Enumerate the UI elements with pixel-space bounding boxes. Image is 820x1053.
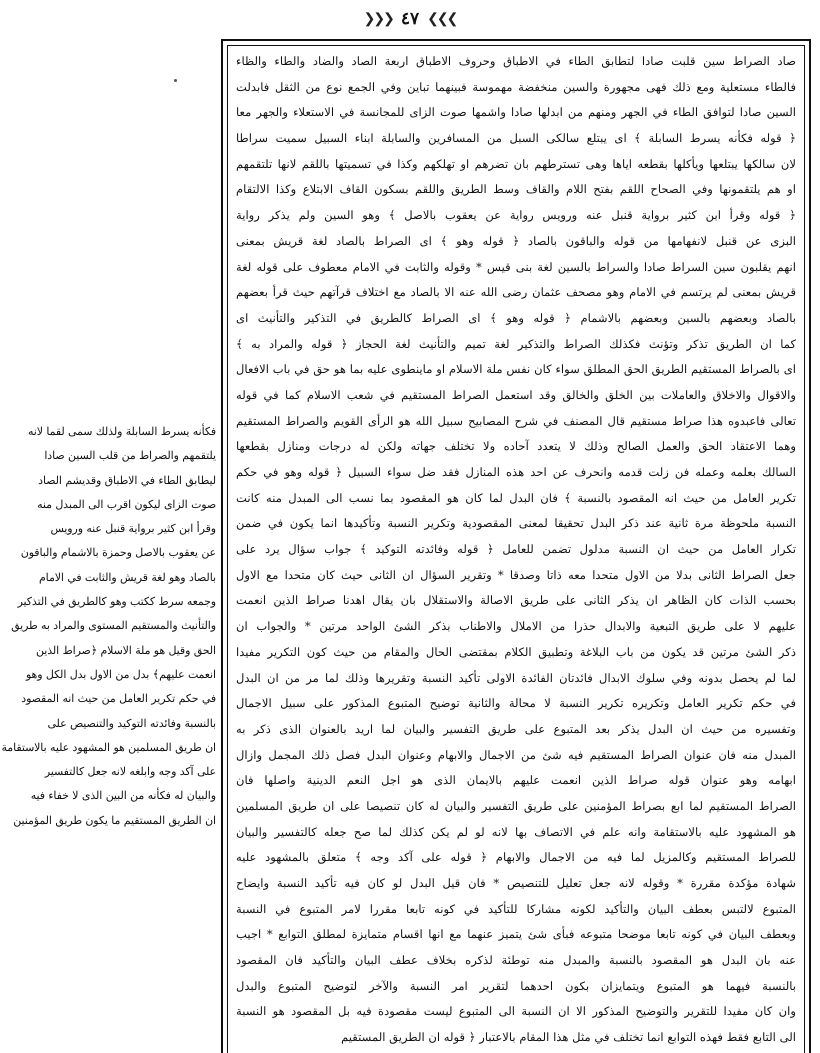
text-line: فالطاء مستعلية ومع ذلك فهى مجهورة والسين منخفضة مهموسة فبينهما تباين وفي الجمع نوع من الثقل فابدلت (236, 79, 796, 94)
text-line: للصراط المستقيم وكالمزيل لما فيه من الاجمال والابهام ﴿ قوله على آكد وجه ﴾ متعلق بالمشهود عليه (236, 850, 796, 865)
margin-line: والبيان له فكأنه من البين الذى لا خفاء فيه (30, 789, 216, 803)
margin-commentary (1, 420, 216, 827)
text-line: تكرير العامل من حيث انه المقصود بالنسبة ﴾ فان البدل لما كان هو المقصود بما نسب الى المبدل منه كانت (236, 490, 796, 505)
text-line: لما لم يحصل بدونه وفي سلوك الابدال فائدتان الفائدة الاولى تأكيد النسبة وتقريرها وذلك لما مر من ان البدل (236, 670, 796, 685)
text-line: في حكم تكرير العامل وتكريره تكرير النسبة لا محالة والثانية توضيح المتبوع المذكور على سبيل الاجمال (236, 696, 796, 711)
margin-line: فكأنه يسرط السابلة ولذلك سمى لقما لانه (27, 425, 216, 438)
text-line: والاقوال والاخلاق والعاملات بين الخلق والخالق وقد استعمل الصراط المستقيم في شعب الاسلام كما في قوله (236, 387, 796, 402)
page-number: ٤٧ (400, 9, 420, 29)
margin-line: صوت الزاى ليكون اقرب الى المبدل منه (37, 497, 216, 511)
text-line: شهادة مؤكدة مقررة * وقوله لانه جعل تعليل للتنصيص * فان قيل البدل لو كان فيه تأكيد النسبة وايضاح (236, 876, 796, 890)
text-line: النسبة ملحوظة مرة ثانية عند ذكر البدل تحقيقا لمعنى المقصودية وتكرير النسبة وتأكيدها انما يكون في ضمن (236, 516, 796, 531)
margin-line: ان طريق المسلمين هو المشهود عليه بالاستقامة (1, 740, 216, 754)
text-line: او هم يلتقمونها وفي الصحاح اللقم بفتح اللام والقاف وسط الطريق واللقم بسكون القاف الابتلاع وكذا الالتقام (236, 182, 796, 197)
margin-line: على آكد وجه وابلغه لانه جعل كالتفسير (44, 765, 216, 779)
margin-line: عن يعقوب بالاصل وحمزة بالاشمام والباقون (20, 546, 216, 560)
text-line: المتبوع لالتبس بعطف البيان والتأكيد لكونه مشاركا للتأكيد في كونه تابعا مقررا لامر المتبوع في النسبة (236, 901, 796, 916)
text-line: وهما الاعتقاد الحق والعمل الصالح وذلك لا يتعدد آحاده ولا تختلف جهاته ولكن له درجات ومنازل بقطعها (236, 439, 796, 454)
text-line: تكرار العامل من حيث ان النسبة مدلول تضمن للعامل ﴿ قوله وفائدته التوكيد ﴾ جواب سؤال يرد على (236, 542, 796, 557)
text-line: وتفسيره من حيث ان البدل يذكر بعد المتبوع على طريق التفسير والبيان لما اريد بالعنوان الذى ذكر به (236, 721, 796, 736)
margin-line: بالنسبة وفائدته التوكيد والتنصيص على (47, 716, 216, 730)
text-line: اى بالصراط المستقيم الطريق الحق المطلق سواء كان نفس ملة الاسلام او ماينطوى عليه بما هو حق في باب الافعال (236, 362, 796, 377)
margin-line: يلتقمهم والصراط من قلب السين صادا (44, 449, 216, 463)
margin-mark-icon (174, 79, 177, 82)
text-line: الصراط المستقيم لما ابع بصراط المؤمنين على طريق التفسير والبيان له كان تنصيصا على ان طريق المسلمين (236, 798, 796, 813)
text-line: بالصاد وبعضهم بالسين وبعضهم بالاشمام ﴿ قوله وهو ﴾ اى الصراط كالطريق في التذكير والتأنيث اى (236, 310, 796, 325)
text-line: قريش بمعنى لم يرتسم في الامام وهو مصحف عثمان رضى الله عنه الا بالصاد مع اختلاف قرآتهم حيث قرأ بعضهم (236, 285, 796, 300)
margin-line: وقرأ ابن كثير برواية قنبل عنه ورويس (50, 522, 216, 536)
text-line: السالك بعلمه وعمله فن زلت قدمه وانحرف عن احد هذه المنازل فقد ضل سواء السبيل ﴿ قوله وهو في حكم (236, 465, 796, 479)
text-line: السين صادا لتوافق الطاء في الجهر ومنهم من ابدلها صادا واشمها صوت الزاى للمجانسة في الاستعلاء والجهر معا (236, 105, 796, 120)
text-line: عنه بان البدل هو المقصود بالنسبة والمبدل منه توطئة لذكره بخلاف عطف البيان والتأكيد فان المقصود (236, 953, 796, 968)
text-line: صاد الصراط سين قلبت صادا لتطابق الطاء في الاطباق وحروف الاطباق اربعة الصاد والضاد والطاء والظاء (236, 54, 796, 68)
text-line: ﴿ قوله وقرأ ابن كثير برواية قنبل عنه ورويس رواية عن يعقوب بالاصل ﴾ وهو السين ولم يذكر رواية (236, 208, 796, 223)
margin-line: بالصاد وهو لغة قريش والثابت في الامام (38, 570, 216, 584)
text-line: هو المشهود عليه بالاستقامة وانه علم في الاتصاف بها لانه لو لم يكن كذلك لما صح جعله كالتفسير والبيان (236, 824, 796, 839)
text-line: لان سالكها يبتلعها ويأكلها بقطعه اياها وهى تسترطهم بان تضرهم او تهلكهم وكذا في تسميتها باللقم لانها تلتقمهم (236, 156, 796, 171)
margin-line: انعمت عليهم﴾ بدل من الاول بدل الكل وهو (25, 667, 216, 681)
margin-line: وجمعه سرط ككتب وهو كالطريق في التذكير (17, 595, 216, 609)
text-line: وان كان مفيدا للتقرير والتوضيح المذكور الا ان النسبة الى المتبوع ليست مقصودة فيه بل المقصود هو النسبة (236, 1004, 796, 1019)
text-line: جعل الصراط الثانى بدلا من الاول متحدا معه ذاتا وصدقا * وتقرير السؤال ان الثانى حيث كان متحدا مع الاول (236, 567, 796, 582)
text-line: بحسب الذات كان الظاهر ان يذكر الثانى على طريق الاصالة والاستقلال بان يقال اهدنا صراط الذين انعمت (236, 593, 796, 608)
ornament-left-icon: ❯❯❯ (363, 11, 393, 27)
main-commentary (227, 45, 805, 1053)
text-line: عليهم لا على طريق التبعية والابدال حذرا من الاملال والاطناب بذكر الشئ الواحد مرتين * والجواب ان (236, 619, 796, 634)
main-text-frame (221, 39, 811, 1053)
text-line: انهم يقلبون سين السراط صادا والسراط بالسين لغة بنى قيس * وقوله والثابت في الامام معطوف على قوله لغة (236, 259, 796, 274)
text-line: ذكر الشئ مرتين قد يكون من باب البلاغة وتطبيق الكلام بمقتضى الحال والمقام من حيث كون التكرير مفيدا (236, 644, 796, 659)
text-line: تعالى فاعبدوه هذا صراط مستقيم قال المصنف في شرح المصابيح سبيل الله هو الرأى القويم والصراط المستقيم (236, 413, 796, 428)
margin-line: ليطابق الطاء في الاطباق وقديشم الصاد (38, 473, 216, 487)
text-line: ابهامه وهو عنوان قوله صراط الذين انعمت عليهم بالايمان الذى هو اجل النعم الدينية واصلها فان (236, 773, 796, 788)
margin-line: في حكم تكرير العامل من حيث انه المقصود (21, 692, 216, 706)
text-line: وبعطف البيان في كونه تابعا موضحا متبوعه فبأى شئ يتميز عنهما مع انها اقسام متمايزة لمطلق التوابع * اجيب (236, 927, 796, 942)
margin-line: والتأنيث والمستقيم المستوى والمراد به طريق (11, 619, 216, 633)
text-line: بالنسبة فيهما هو المتبوع ويتمايزان بكون احدهما لتقرير امر النسبة والآخر لتوضيح المتبوع والبدل (236, 978, 796, 993)
text-line: الى التابع فقط فهذه التوابع انما تختلف في مثل هذا المقام بالاعتبار ﴿ قوله ان الطريق المستقيم (341, 1030, 796, 1045)
ornament-right-icon: ❮❮❮ (427, 11, 457, 27)
text-line: كما ان الطريق تذكر وتؤنث فكذلك الصراط والتذكير لغة تميم والتأنيث لغة الحجاز ﴿ قوله والمراد به ﴾ (236, 336, 796, 351)
text-line: البزى عن قنبل لانفهامها من قوله والباقون بالصاد ﴿ قوله وهو ﴾ اى الصراط بالصاد لغة قريش بمعنى (236, 233, 796, 248)
text-line: ﴿ قوله فكأنه يسرط السابلة ﴾ اى يبتلع سالكى السبل من المسافرين والسابلة ابناء السبيل سميت سراطا (236, 131, 796, 146)
text-line: المبدل منه فان عنوان الصراط المستقيم فيه شئ من الاجمال والابهام وعنوان البدل فصل ذلك المجمل وازال (236, 747, 796, 762)
page-header (0, 6, 820, 32)
margin-line: ان الطريق المستقيم ما يكون طريق المؤمنين (13, 813, 216, 827)
margin-line: الحق وقيل هو ملة الاسلام ﴿صراط الذين (35, 643, 216, 657)
